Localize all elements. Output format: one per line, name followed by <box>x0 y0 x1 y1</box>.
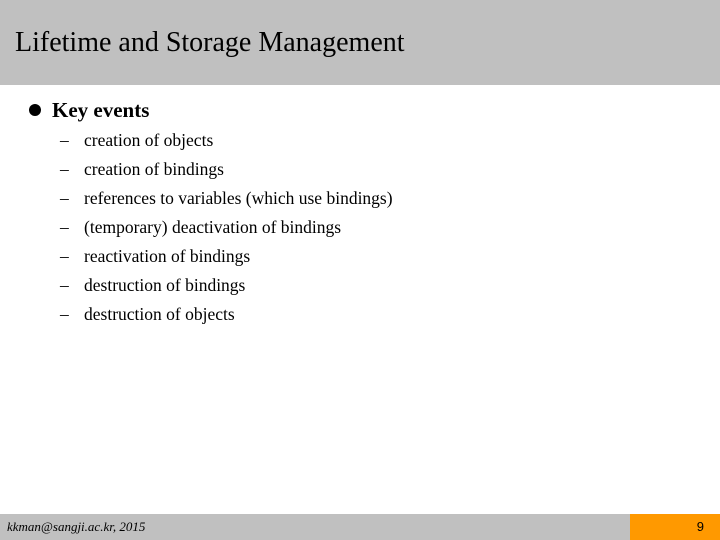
list-item-text: creation of objects <box>84 130 214 150</box>
list-item-text: destruction of objects <box>84 304 235 324</box>
dash-icon: – <box>60 275 69 295</box>
sub-bullet-list <box>60 126 393 329</box>
list-item-text: destruction of bindings <box>84 275 246 295</box>
list-item <box>60 126 393 155</box>
title-bar <box>0 0 720 85</box>
dash-icon: – <box>60 159 69 179</box>
main-bullet <box>29 95 149 125</box>
dash-icon: – <box>60 130 69 150</box>
dash-icon: – <box>60 217 69 237</box>
dash-icon: – <box>60 188 69 208</box>
footer-credit: kkman@sangji.ac.kr, 2015 <box>7 519 146 534</box>
list-item-text: (temporary) deactivation of bindings <box>84 217 342 237</box>
list-item-text: reactivation of bindings <box>84 246 251 266</box>
list-item <box>60 300 393 329</box>
list-item <box>60 155 393 184</box>
bullet-dot-icon <box>29 104 41 116</box>
footer-bar <box>0 514 630 540</box>
list-item <box>60 271 393 300</box>
list-item <box>60 213 393 242</box>
main-bullet-label: Key events <box>52 97 150 122</box>
list-item-text: references to variables (which use bindings) <box>84 188 393 208</box>
list-item <box>60 242 393 271</box>
dash-icon: – <box>60 304 69 324</box>
page-number-box <box>630 514 720 540</box>
dash-icon: – <box>60 246 69 266</box>
list-item-text: creation of bindings <box>84 159 224 179</box>
list-item <box>60 184 393 213</box>
page-number: 9 <box>696 519 704 534</box>
slide-title: Lifetime and Storage Management <box>15 27 405 58</box>
